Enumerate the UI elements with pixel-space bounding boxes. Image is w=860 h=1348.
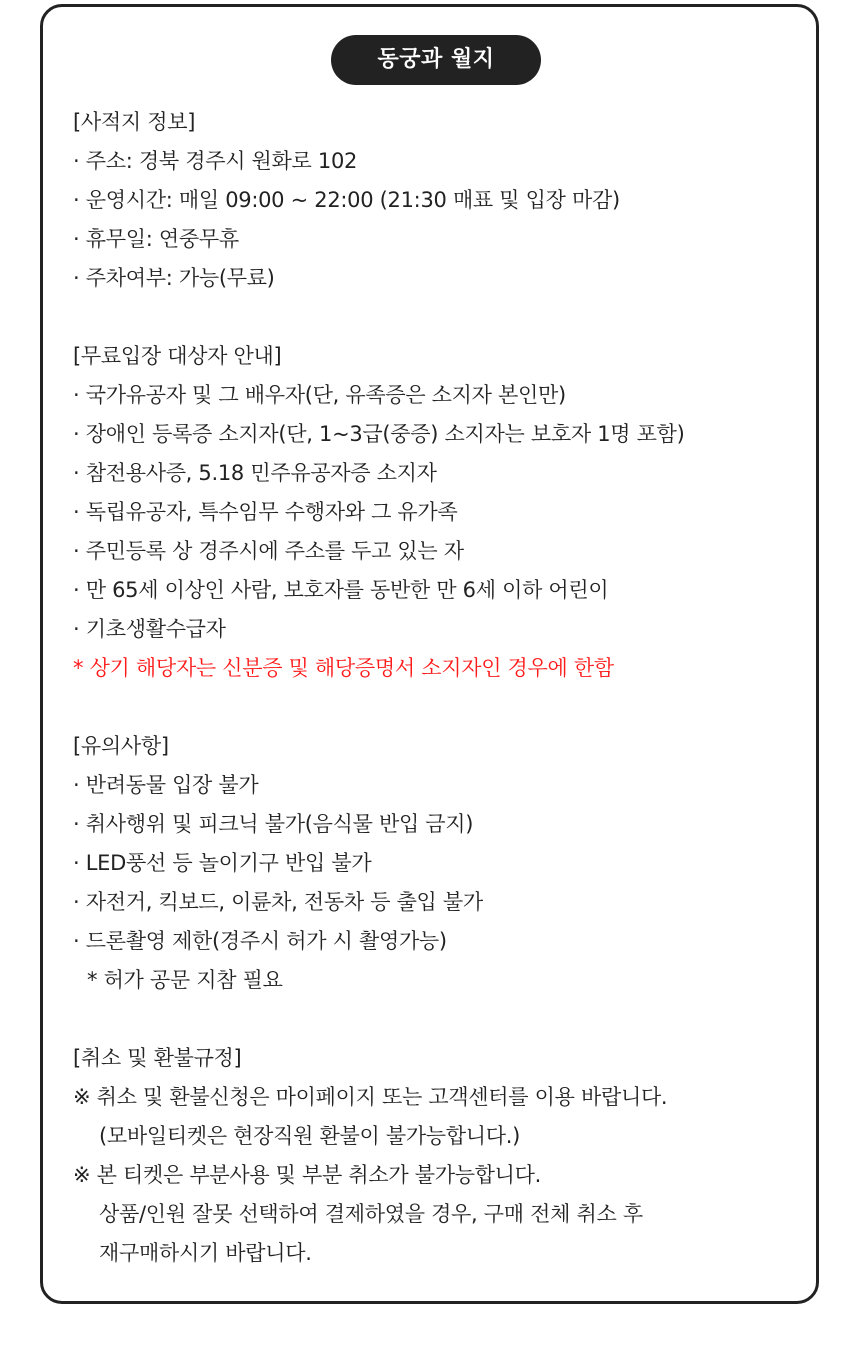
free-admission-item: · 주민등록 상 경주시에 주소를 두고 있는 자 <box>73 539 464 563</box>
site-info-parking: · 주차여부: 가능(무료) <box>73 266 275 290</box>
site-info-closed-days: · 휴무일: 연중무휴 <box>73 227 239 251</box>
section-heading-precautions: [유의사항] <box>73 734 169 758</box>
page-title: 동궁과 월지 <box>331 35 541 85</box>
section-heading-site-info: [사적지 정보] <box>73 110 196 134</box>
info-card <box>40 4 819 1304</box>
section-heading-free-admission: [무료입장 대상자 안내] <box>73 344 282 368</box>
free-admission-note: * 상기 해당자는 신분증 및 해당증명서 소지자인 경우에 한함 <box>73 656 614 680</box>
precaution-item: · 드론촬영 제한(경주시 허가 시 촬영가능) <box>73 929 447 953</box>
refund-line: ※ 취소 및 환불신청은 마이페이지 또는 고객센터를 이용 바랍니다. <box>73 1085 668 1109</box>
refund-sub-line: 상품/인원 잘못 선택하여 결제하였을 경우, 구매 전체 취소 후 <box>99 1202 643 1226</box>
refund-sub-line: 재구매하시기 바랍니다. <box>99 1241 312 1265</box>
refund-sub-line: (모바일티켓은 현장직원 환불이 불가능합니다.) <box>99 1124 521 1148</box>
precaution-sub-note: * 허가 공문 지참 필요 <box>87 968 283 992</box>
site-info-hours: · 운영시간: 매일 09:00 ~ 22:00 (21:30 매표 및 입장 마감) <box>73 188 620 212</box>
precaution-item: · 반려동물 입장 불가 <box>73 773 259 797</box>
free-admission-item: · 참전용사증, 5.18 민주유공자증 소지자 <box>73 461 437 485</box>
precaution-item: · LED풍선 등 놀이기구 반입 불가 <box>73 851 372 875</box>
site-info-address: · 주소: 경북 경주시 원화로 102 <box>73 149 358 173</box>
precaution-item: · 자전거, 킥보드, 이륜차, 전동차 등 출입 불가 <box>73 890 483 914</box>
spacer <box>73 298 808 337</box>
free-admission-item: · 독립유공자, 특수임무 수행자와 그 유가족 <box>73 500 458 524</box>
refund-line: ※ 본 티켓은 부분사용 및 부분 취소가 불가능합니다. <box>73 1163 542 1187</box>
precaution-item: · 취사행위 및 피크닉 불가(음식물 반입 금지) <box>73 812 474 836</box>
section-heading-refund: [취소 및 환불규정] <box>73 1046 242 1070</box>
free-admission-item: · 만 65세 이상인 사람, 보호자를 동반한 만 6세 이하 어린이 <box>73 578 609 602</box>
free-admission-item: · 국가유공자 및 그 배우자(단, 유족증은 소지자 본인만) <box>73 383 566 407</box>
free-admission-item: · 기초생활수급자 <box>73 617 226 641</box>
info-content <box>73 103 808 1273</box>
free-admission-item: · 장애인 등록증 소지자(단, 1~3급(중증) 소지자는 보호자 1명 포함) <box>73 422 685 446</box>
spacer <box>73 688 808 727</box>
spacer <box>73 1000 808 1039</box>
